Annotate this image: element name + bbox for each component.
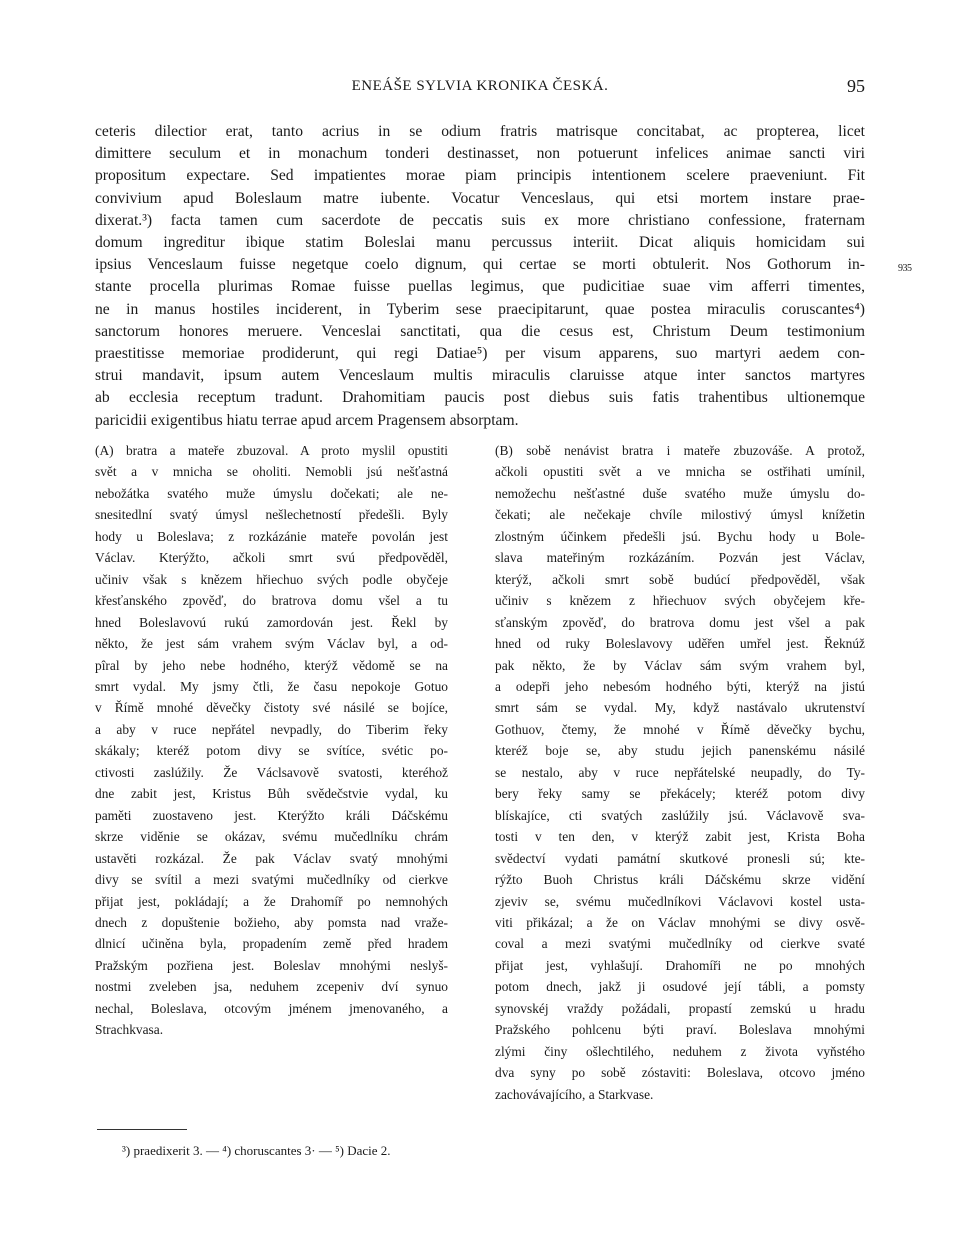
- column-b-line: zachovávajícího, a Starkvase.: [495, 1086, 654, 1102]
- column-b-line: zlostným účinkem předešli jsú. Bychu hody u Bole-: [495, 528, 865, 544]
- column-b-line: dva syny po sobě zóstaviti: Boleslava, otcovo jméno: [495, 1065, 865, 1081]
- column-a-line: skrze viděnie se okázav, svému mučedlníku chrám: [95, 829, 448, 845]
- latin-text-line: dimittere seculum et in monachum tonderi destinasset, non potuerunt infelices animae sancti viri: [95, 145, 865, 163]
- column-b-line: se nestalo, aby v ruce nepřátelské neupadly, do Ty-: [495, 764, 865, 780]
- column-b-line: a odepři jeho nebesóm hodného býti, kterýž na jistú: [495, 678, 865, 694]
- column-a-line: dne zabit jest, Kristus Bůh svědečstvie vydal, ku: [95, 786, 448, 802]
- latin-text-line: domum ingreditur ibique statim Boleslai manu percussus interiit. Dicat aliquis homicidam sui: [95, 234, 865, 252]
- column-a-line: smrt vydal. My jsmy čtli, že času nepokoje Gotuo: [95, 678, 448, 694]
- column-a-line: v Římě mnohé děvečky čistoty své násilé se bojíce,: [95, 700, 448, 716]
- column-a-line: nostmi zveleben jsa, neduhem zcepeniv dví synuo: [95, 979, 448, 995]
- latin-text-line: sanctorum honores meruere. Venceslai sanctitati, qua die cesus est, Christum Deum testimonium: [95, 322, 865, 340]
- column-b-line: sťanským zpověď, do bratrova domu jest všel a pak: [495, 614, 865, 630]
- column-a-line: Václav. Kterýžto, ačkoli smrt svú předpověděl,: [95, 550, 448, 566]
- latin-text-line: ceteris dilectior erat, tanto acrius in se odium fratris matrisque concitabat, ac propterea, licet: [95, 123, 865, 140]
- column-b-line: coval a mezi svatými mučedlníky od cierkve svaté: [495, 936, 865, 952]
- column-a-line: Pražským pozřiena jest. Boleslav mnohými neslyš-: [95, 957, 448, 973]
- column-a-line: svět a v mnicha se oholiti. Nemobli jsú nešťastná: [95, 464, 448, 480]
- column-a-line: divy se svítil a mezi svatými mučedlníky od cierkve: [95, 872, 448, 888]
- column-b-line: ačkoli opustiti svět a ve mnicha se ostřihati umínil,: [495, 464, 865, 480]
- column-b-line: zjeviv se, svému mučedlníkovi Václavovi kostel usta-: [495, 893, 865, 909]
- column-b-line: rýžto Buoh Christus králi Dáčskému skrze vidění: [495, 872, 865, 888]
- latin-text-line: praestitisse memoriae prodiderunt, qui regi Datiae⁵) per visum apparens, suo martyri aedem con-: [95, 345, 865, 363]
- page-number: 95: [847, 76, 865, 96]
- latin-text-line: dixerat.³) facta tamen cum sacerdote de peccatis suis ex more christiano confessione, fraternam: [95, 211, 865, 229]
- latin-text-line: ne in manus hostiles inciderent, in Tyberim sese praecipitarunt, quae postea miraculis coruscantes⁴): [95, 300, 865, 318]
- column-b-line: zlými činy ošlechtilého, neduhem z života vyňstého: [495, 1043, 865, 1059]
- column-b-line: (B) sobě nenávist bratra i mateře zbuzováše. A protož,: [495, 443, 865, 458]
- column-b-line: hned od ruky Boleslavovy uděřen umřel jest. Řeknúž: [495, 636, 865, 652]
- column-a-line: dnech z dopuštenie božieho, aby pomsta nad vraže-: [95, 914, 448, 930]
- column-a-line: dlnicí učiněna byla, propadením země před hradem: [95, 936, 448, 952]
- latin-text-line: ab ecclesia receptum tradunt. Drahomitiam paucis post diebus suis fatis trahentibus ultionemque: [95, 389, 865, 407]
- column-b-line: pak někto, že by Václav sám svým vrahem byl,: [495, 657, 865, 673]
- footnote-rule: [97, 1129, 187, 1130]
- column-b-text: [495, 440, 865, 1105]
- column-a-line: učiniv však s knězem hřiechuo svých podle obyčeje: [95, 571, 448, 587]
- column-a-line: nechal, Boleslava, otcovým jménem jmenovaného, a: [95, 1000, 448, 1016]
- column-a-line: hody u Boleslava; z rozkázánie mateře povolán jest: [95, 528, 448, 544]
- column-b-line: Pražského pohlcenu býti praví. Boleslava mnohými: [495, 1022, 865, 1038]
- column-b-line: čekati; ale nečekaje chvíle milostivý úmysl knížetin: [495, 507, 865, 523]
- footnotes: ³) praedixerit 3. — ⁴) choruscantes 3· — ⁵) Dacie 2.: [122, 1143, 391, 1158]
- column-b-line: potom dnech, jakž ji osudové její tábli, a pomsty: [495, 979, 865, 995]
- column-b-line: kterýž, ačkoli smrt sobě budúcí předpověděl, však: [495, 571, 865, 587]
- column-b-line: tosti v ten den, v kterýž zabit jest, Krista Boha: [495, 829, 865, 845]
- column-a-line: křesťanského zpověď, do bratrova domu všel a tu: [95, 593, 448, 609]
- column-a-line: a aby v ruce nepřátel nevpadly, do Tiberim řeky: [95, 721, 448, 737]
- column-b-line: Gothuov, čtemy, že mnohé v Římě děvečky bychu,: [495, 721, 865, 737]
- latin-text-block: [95, 121, 865, 432]
- column-b-line: přijat jest, vyhlašují. Drahomíři ne po mnohých: [495, 957, 865, 973]
- column-a-line: nebožátka svatého muže úmyslu dočekati; ale ne-: [95, 485, 448, 501]
- margin-year-note: 935: [898, 263, 912, 274]
- column-b-line: viti přikázal; a že on Václav mnohými se divy osvě-: [495, 914, 865, 930]
- column-b-line: svědectví vydati památní skutkové pronesli sú; kte-: [495, 850, 865, 866]
- column-a-line: Strachkvasa.: [95, 1022, 164, 1038]
- column-b-line: slava mateřiným rozkázáním. Pozván jest Václav,: [495, 550, 865, 566]
- latin-text-line: convivium apud Boleslaum matre iubente. Vocatur Venceslaus, qui etsi mortem instare prae-: [95, 189, 865, 207]
- column-b-line: synovskéj vraždy požádali, propastí zemskú u hradu: [495, 1000, 865, 1016]
- running-title: ENEÁŠE SYLVIA KRONIKA ČESKÁ.: [351, 78, 609, 94]
- page-header: [95, 76, 865, 100]
- column-a-line: ctivosti zaslúžily. Že Václsavově svatosti, kteréhož: [95, 764, 448, 780]
- latin-text-line: strui mandavit, ipsum autem Venceslaum multis miraculis claruisse atque inter sanctos martyres: [95, 367, 865, 385]
- latin-text-line: stante procella plurimas Romae fuisse puellas legimus, que pudicitiae suae vim afferri timentes,: [95, 278, 865, 296]
- column-b-line: nemožechu nešťastné duše svatého muže úmyslu do-: [495, 485, 865, 501]
- latin-text-line: paricidii exigentibus hiatu terrae apud arcem Pragensem absorptam.: [95, 411, 519, 429]
- column-a-line: (A) bratra a mateře zbuzoval. A proto myslil opustiti: [95, 443, 448, 458]
- column-b-line: kteréž boje se, aby studu jejich panenskému násilé: [495, 743, 865, 759]
- column-a-line: přijat jest, pokládají; a že Drahomíř po nemnohých: [95, 893, 448, 909]
- column-a-line: někto, že jest sám vrahem svým Václav byl, a od-: [95, 636, 448, 652]
- column-b-line: smrt sám se vydal. My, když nastávalo ukrutenství: [495, 700, 865, 716]
- column-a-line: snesitedlní svatý úmysl nešlechetností předešli. Byly: [95, 507, 448, 523]
- column-a-text: [95, 440, 448, 1041]
- latin-text-line: propositum expectare. Sed impatientes morae piam principis intentionem scelere praeveniunt. Fit: [95, 167, 865, 185]
- column-b-line: učiniv s knězem z hřiechuov svých obyčejem kře-: [495, 593, 865, 609]
- column-a-line: hned Boleslavovú rukú zamordován jest. Řekl by: [95, 614, 448, 630]
- column-a-line: ustavěti rozkázal. Že pak Václav svatý mnohými: [95, 850, 448, 866]
- column-a-line: skákaly; kteréž potom divy se svítíce, svétic po-: [95, 743, 448, 759]
- column-b-line: blískajíce, cti svatých zaslúžily jsú. Václavově sva-: [495, 807, 865, 823]
- column-b-line: bery řeky samy se překácely; kteréž potom divy: [495, 786, 865, 802]
- latin-text-line: ipsius Venceslaum fuisse negetque coelo dignum, qui certae se morti obtulerit. Nos Gothorum in-: [95, 256, 865, 274]
- column-a-line: pîral by jeho nebe hodného, kterýž vědomě se na: [95, 657, 448, 673]
- column-a-line: paměti zuostaveno jest. Kterýžto králi Dáčskému: [95, 807, 448, 823]
